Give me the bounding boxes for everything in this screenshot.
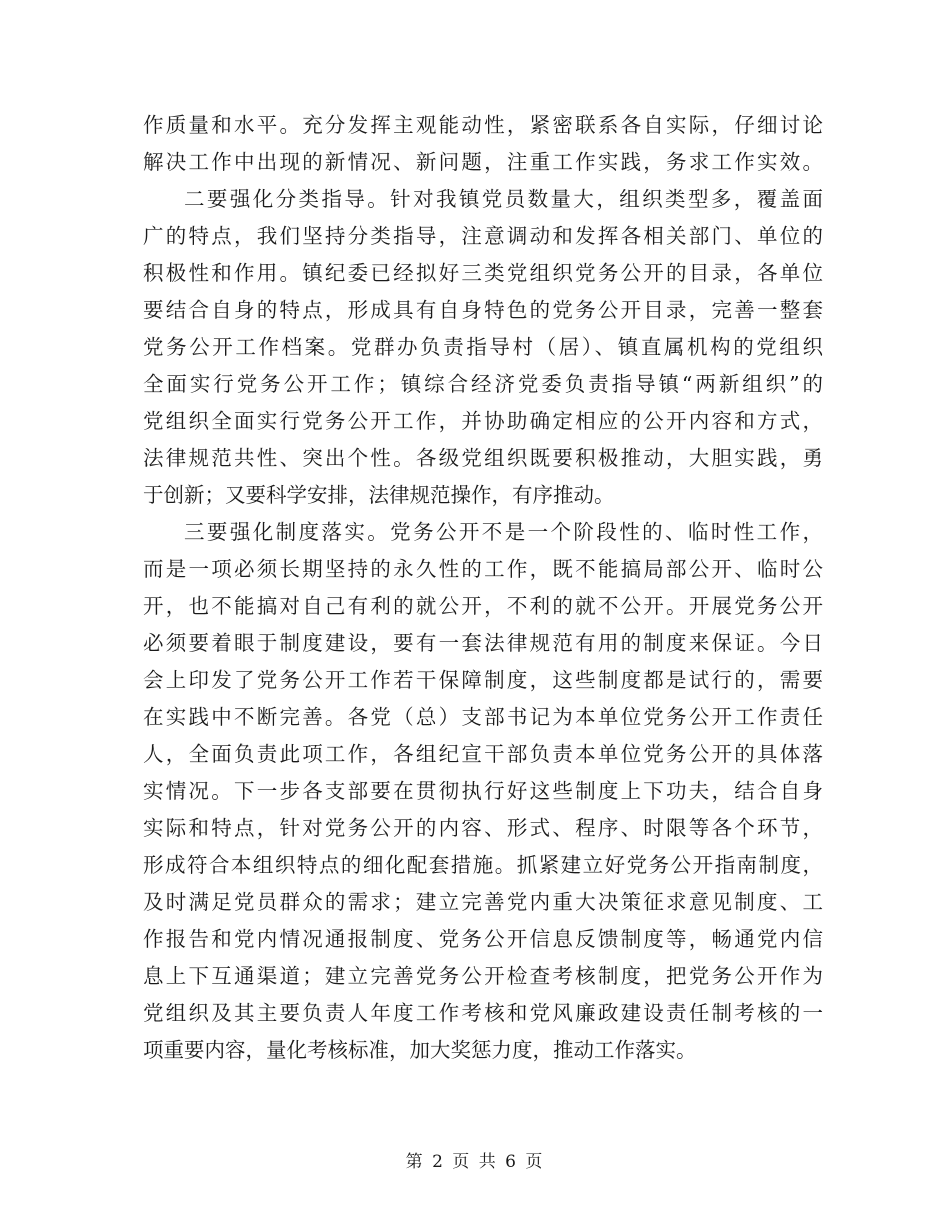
paragraph-last-line: 于创新；又要科学安排，法律规范操作，有序推动。: [143, 483, 615, 507]
text-line: 必须要着眼于制度建设，要有一套法律规范有用的制度来保证。今日: [143, 631, 823, 655]
text-line: 开，也不能搞对自己有利的就公开，不利的就不公开。开展党务公开: [143, 594, 823, 618]
text-line: 全面实行党务公开工作；镇综合经济党委负责指导镇“两新组织”的: [143, 372, 823, 396]
text-line: 及时满足党员群众的需求；建立完善党内重大决策征求意见制度、工: [143, 890, 823, 914]
text-line: 广的特点，我们坚持分类指导，注意调动和发挥各相关部门、单位的: [143, 224, 823, 248]
text-line: 解决工作中出现的新情况、新问题，注重工作实践，务求工作实效。: [143, 150, 823, 174]
text-line: 党组织及其主要负责人年度工作考核和党风廉政建设责任制考核的一: [143, 1001, 823, 1025]
text-line: 党务公开工作档案。党群办负责指导村（居）、镇直属机构的党组织: [143, 335, 823, 359]
paragraph-first-line: 三要强化制度落实。党务公开不是一个阶段性的、临时性工作，: [184, 520, 823, 544]
text-line: 党组织全面实行党务公开工作，并协助确定相应的公开内容和方式，: [143, 409, 823, 433]
text-line: 作报告和党内情况通报制度、党务公开信息反馈制度等，畅通党内信: [143, 927, 823, 951]
page-number-footer: 第 2 页 共 6 页: [405, 1152, 545, 1172]
text-line: 作质量和水平。充分发挥主观能动性，紧密联系各自实际，仔细讨论: [143, 113, 823, 137]
text-line: 而是一项必须长期坚持的永久性的工作，既不能搞局部公开、临时公: [143, 557, 823, 581]
text-line: 形成符合本组织特点的细化配套措施。抓紧建立好党务公开指南制度，: [143, 853, 823, 877]
text-line: 法律规范共性、突出个性。各级党组织既要积极推动，大胆实践，勇: [143, 446, 823, 470]
paragraph-first-line: 二要强化分类指导。针对我镇党员数量大，组织类型多，覆盖面: [184, 187, 823, 211]
text-line: 要结合自身的特点，形成具有自身特色的党务公开目录，完善一整套: [143, 298, 823, 322]
paragraph-last-line: 项重要内容，量化考核标准，加大奖惩力度，推动工作落实。: [143, 1038, 697, 1062]
text-line: 实情况。下一步各支部要在贯彻执行好这些制度上下功夫，结合自身: [143, 779, 823, 803]
text-line: 会上印发了党务公开工作若干保障制度，这些制度都是试行的，需要: [143, 668, 823, 692]
text-line: 实际和特点，针对党务公开的内容、形式、程序、时限等各个环节，: [143, 816, 823, 840]
text-line: 积极性和作用。镇纪委已经拟好三类党组织党务公开的目录，各单位: [143, 261, 823, 285]
text-line: 息上下互通渠道；建立完善党务公开检查考核制度，把党务公开作为: [143, 964, 823, 988]
text-line: 在实践中不断完善。各党（总）支部书记为本单位党务公开工作责任: [143, 705, 823, 729]
text-line: 人，全面负责此项工作，各组纪宣干部负责本单位党务公开的具体落: [143, 742, 823, 766]
